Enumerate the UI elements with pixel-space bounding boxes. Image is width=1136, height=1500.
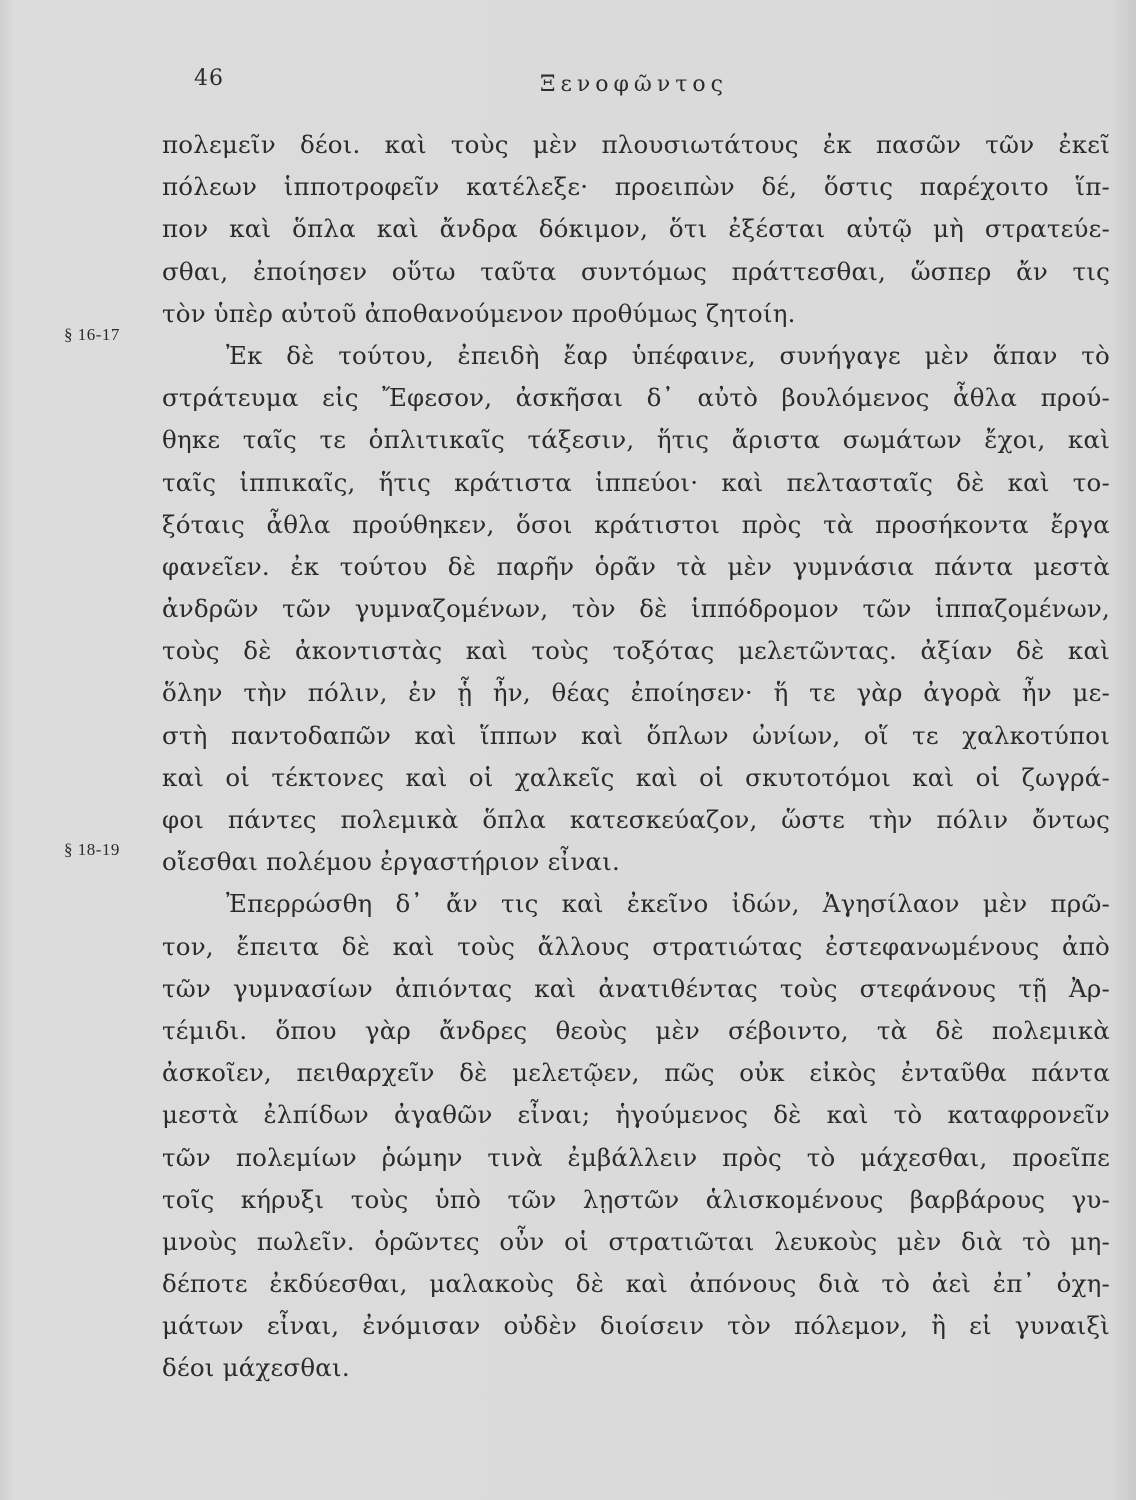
text-line: δέποτε ἐκδύεσθαι, μαλακοὺς δὲ καὶ ἀπόνους διὰ τὸ ἀεὶ ἐπ᾽ ὀχη- [162,1269,1110,1299]
text-line: πόλεων ἱπποτροφεῖν κατέλεξε· προειπὼν δέ, ὅστις παρέχοιτο ἵπ- [162,172,1110,202]
text-line: τον, ἔπειτα δὲ καὶ τοὺς ἄλλους στρατιώτας ἐστεφανωμένους ἀπὸ [162,931,1110,961]
text-line: οἴεσθαι πολέμου ἐργαστήριον εἶναι. [162,847,620,877]
text-line: τέμιδι. ὅπου γὰρ ἄνδρες θεοὺς μὲν σέβοιντο, τὰ δὲ πολεμικὰ [162,1015,1110,1045]
text-line: πολεμεῖν δέοι. καὶ τοὺς μὲν πλουσιωτάτους ἐκ πασῶν τῶν ἐκεῖ [162,130,1110,159]
page-number: 46 [194,66,224,91]
text-line: φοι πάντες πολεμικὰ ὅπλα κατεσκεύαζον, ὥστε τὴν πόλιν ὄντως [162,805,1110,834]
text-line: ἀνδρῶν τῶν γυμναζομένων, τὸν δὲ ἱππόδρομον τῶν ἱππαζομένων, [162,594,1110,624]
text-line: μεστὰ ἐλπίδων ἀγαθῶν εἶναι; ἡγούμενος δὲ καὶ τὸ καταφρονεῖν [162,1100,1110,1130]
text-line: μάτων εἶναι, ἐνόμισαν οὐδὲν διοίσειν τὸν πόλεμον, ἢ εἰ γυναιξὶ [162,1311,1110,1341]
text-line: ἀσκοῖεν, πειθαρχεῖν δὲ μελετῷεν, πῶς οὐκ εἰκὸς ἐνταῦθα πάντα [162,1058,1110,1088]
text-line: θηκε ταῖς τε ὁπλιτικαῖς τάξεσιν, ἥτις ἄριστα σωμάτων ἔχοι, καὶ [162,425,1110,455]
text-line: τοὺς δὲ ἀκοντιστὰς καὶ τοὺς τοξότας μελετῶντας. ἀξίαν δὲ καὶ [162,636,1110,666]
text-line: ταῖς ἱππικαῖς, ἥτις κράτιστα ἱππεύοι· καὶ πελτασταῖς δὲ καὶ το- [162,467,1110,497]
running-head: Ξενοφῶντος [540,72,728,97]
text-line: τῶν γυμνασίων ἀπιόντας καὶ ἀνατιθέντας τοὺς στεφάνους τῇ Ἀρ- [162,973,1110,1003]
text-line: καὶ οἱ τέκτονες καὶ οἱ χαλκεῖς καὶ οἱ σκυτοτόμοι καὶ οἱ ζωγρά- [162,762,1110,792]
text-line: δέοι μάχεσθαι. [162,1353,350,1383]
text-line: τῶν πολεμίων ῥώμην τινὰ ἐμβάλλειν πρὸς τὸ μάχεσθαι, προεῖπε [162,1142,1110,1172]
text-line: τὸν ὑπὲρ αὐτοῦ ἀποθανούμενον προθύμως ζητοίη. [162,298,796,328]
text-line: μνοὺς πωλεῖν. ὁρῶντες οὖν οἱ στρατιῶται λευκοὺς μὲν διὰ τὸ μη- [162,1226,1110,1256]
text-line: ξόταις ἆθλα προύθηκεν, ὅσοι κράτιστοι πρὸς τὰ προσήκοντα ἔργα [162,509,1110,539]
text-line: φανεῖεν. ἐκ τούτου δὲ παρῆν ὁρᾶν τὰ μὲν γυμνάσια πάντα μεστὰ [162,551,1110,581]
text-line: στὴ παντοδαπῶν καὶ ἵππων καὶ ὅπλων ὠνίων, οἵ τε χαλκοτύποι [162,720,1110,750]
margin-section-ref: § 16-17 [64,325,120,344]
text-line: πον καὶ ὅπλα καὶ ἄνδρα δόκιμον, ὅτι ἐξέσται αὐτῷ μὴ στρατεύε- [162,214,1110,244]
paragraph-start-line: Ἐπερρώσθη δ᾽ ἄν τις καὶ ἐκεῖνο ἰδών, Ἀγησίλαον μὲν πρῶ- [226,889,1110,919]
text-line: ὅλην τὴν πόλιν, ἐν ᾗ ἦν, θέας ἐποίησεν· ἥ τε γὰρ ἀγορὰ ἦν με- [162,678,1110,708]
text-line: στράτευμα εἰς Ἔφεσον, ἀσκῆσαι δ᾽ αὐτὸ βουλόμενος ἆθλα πρού- [162,383,1110,413]
text-line: τοῖς κήρυξι τοὺς ὑπὸ τῶν λῃστῶν ἁλισκομένους βαρβάρους γυ- [162,1184,1110,1214]
text-line: σθαι, ἐποίησεν οὕτω ταῦτα συντόμως πράττεσθαι, ὥσπερ ἄν τις [162,256,1110,286]
body-text [162,124,1110,1390]
margin-section-ref: § 18-19 [64,840,120,859]
paragraph-start-line: Ἐκ δὲ τούτου, ἐπειδὴ ἔαρ ὑπέφαινε, συνήγαγε μὲν ἅπαν τὸ [226,340,1110,370]
